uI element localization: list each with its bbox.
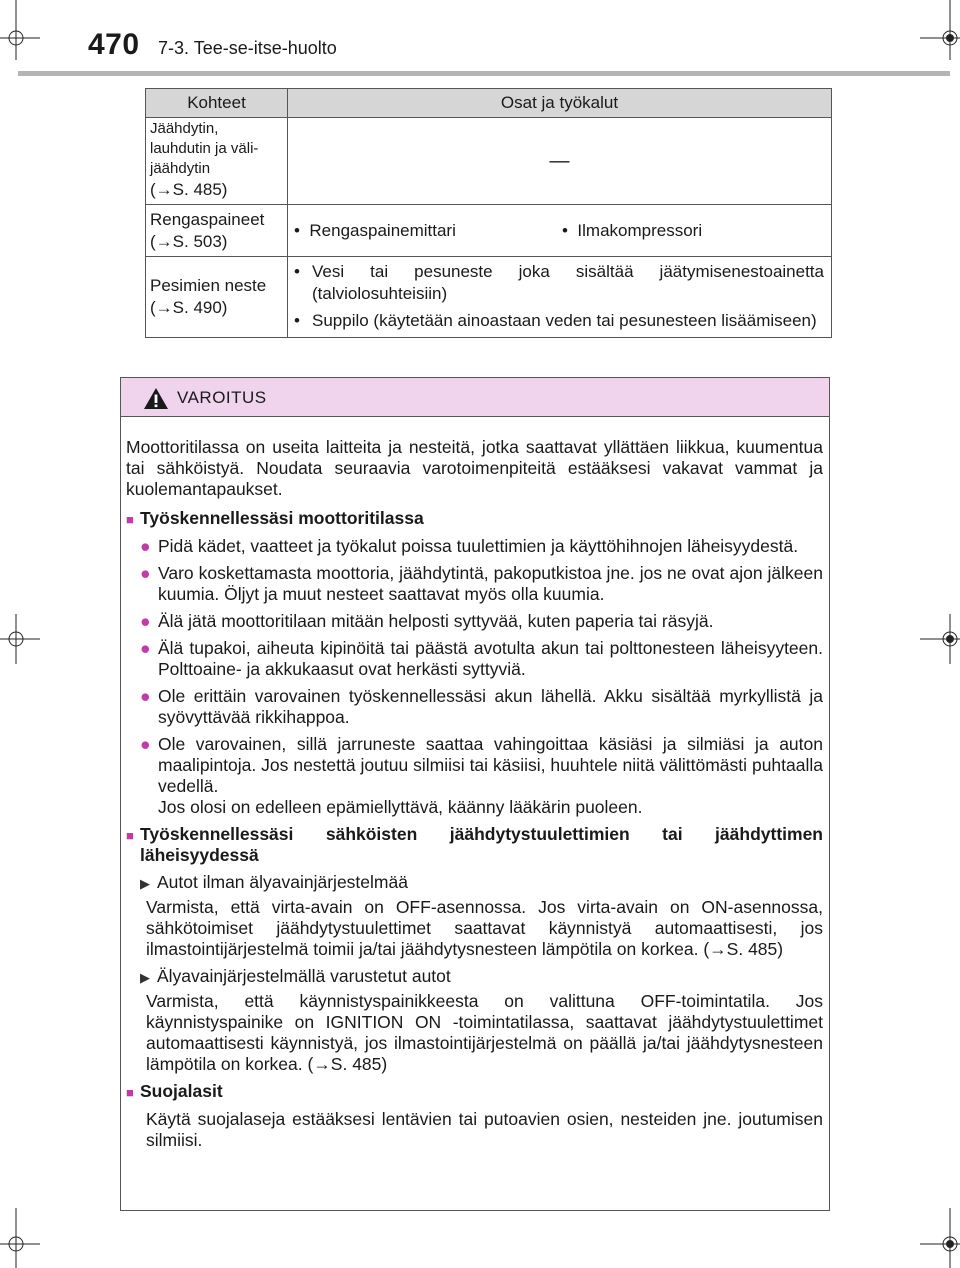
subsection-text: Varmista, että virta-avain on OFF-asennossa. Jos virta-avain on ON-asennossa, sähkötoimiset jäähdytystuulettimet saattavat käynnistyä automaattisesti, jos ilmastointijärjestelmä toimii ja/tai jäähdytysnesteen lämpötila on korkea. (→S. 485) <box>146 897 823 959</box>
item-line: jäähdytin <box>150 160 211 177</box>
subsection-title: ▶ Autot ilman älyavainjärjestelmää <box>140 872 408 892</box>
square-bullet-icon: ■ <box>126 1085 134 1100</box>
tool-item: • Ilmakompressori <box>562 220 703 240</box>
dot-bullet-icon: ● <box>140 536 151 556</box>
page-number: 470 <box>88 28 140 61</box>
warning-intro: Moottoritilassa on useita laitteita ja nesteitä, jotka saattavat yllättäen liikkua, kuumentua tai sähköistyä. Noudata seuraavia varotoimenpiteitä estääksesi vakavat vammat ja kuolemantapaukset. <box>126 437 823 499</box>
list-item <box>140 734 823 818</box>
subsection-title: ▶ Älyavainjärjestelmällä varustetut autot <box>140 966 451 986</box>
list-item-extra: Jos olosi on edelleen epämiellyttävä, käänny lääkärin puoleen. <box>158 797 643 817</box>
crop-mark-top-right <box>920 0 960 60</box>
section-text: Käytä suojalaseja estääksesi lentävien tai putoavien osien, nesteiden jne. joutumisen silmiisi. <box>146 1109 823 1150</box>
tool-item: • Rengaspainemittari <box>294 220 456 240</box>
section-heading: ■ Suojalasit <box>126 1081 223 1101</box>
dot-bullet-icon: ● <box>140 734 151 754</box>
section-heading: ■ Työskennellessäsi moottoritilassa <box>126 508 424 528</box>
tool-item: • Suppilo (käytetään ainoastaan veden tai pesunesteen lisäämiseen) <box>294 311 817 330</box>
tools-cell: — <box>288 118 832 205</box>
list-item: ● Ole erittäin varovainen työskennellessäsi akun lähellä. Akku sisältää myrkyllistä ja syövyttävää rikkihappoa. <box>140 686 823 727</box>
page-reference: (→S. 485) <box>150 180 228 199</box>
warning-triangle-icon <box>143 387 169 410</box>
section-heading: ■ Työskennellessäsi sähköisten jäähdytystuulettimien tai jäähdyttimen läheisyydessä <box>126 824 823 865</box>
page-reference: (→S. 503) <box>150 231 228 251</box>
warning-title: VAROITUS <box>177 388 267 407</box>
bullet-icon: • <box>294 262 300 281</box>
item-line: lauhdutin ja väli- <box>150 140 259 157</box>
list-item-text: Ole varovainen, sillä jarruneste saattaa vahingoittaa käsiäsi ja silmiäsi ja auton maalipintoja. Jos nestettä joutuu silmiisi tai käsiisi, huuhtele niitä välittömästi puhtaalla vedellä. <box>158 734 823 796</box>
dot-bullet-icon: ● <box>140 686 151 706</box>
item-line: Pesimien neste <box>150 276 267 295</box>
warning-header <box>121 378 829 417</box>
tools-table <box>145 88 832 338</box>
square-bullet-icon: ■ <box>126 512 134 527</box>
right-triangle-icon: ▶ <box>140 970 150 985</box>
table-row <box>146 205 832 257</box>
table-header-row <box>146 89 832 118</box>
dot-bullet-icon: ● <box>140 563 151 583</box>
dot-bullet-icon: ● <box>140 611 151 631</box>
dot-bullet-icon: ● <box>140 638 151 658</box>
list-item: ● Älä jätä moottoritilaan mitään helposti syttyvää, kuten paperia tai räsyjä. <box>140 611 714 631</box>
crop-mark-mid-right <box>920 614 960 664</box>
table-row <box>146 257 832 338</box>
item-cell <box>146 257 288 338</box>
list-item: ● Pidä kädet, vaatteet ja työkalut poissa tuulettimien ja käyttöhihnojen läheisyydestä. <box>140 536 799 556</box>
item-line: Jäähdytin, <box>150 120 219 137</box>
subsection-text: Varmista, että käynnistyspainikkeesta on valittuna OFF-toimintatila. Jos käynnistyspainike on IGNITION ON -toimintatilassa, saattavat jäähdytystuulettimet automaattisesti käynnistyä, jos ilmastointijärjestelmä on päällä ja/tai jäähdytysnesteen lämpötila on korkea. (→S. 485) <box>146 991 823 1074</box>
bullet-icon: • <box>294 311 300 330</box>
item-cell <box>146 205 288 257</box>
tool-label: Ilmakompressori <box>577 220 703 240</box>
item-cell <box>146 118 288 205</box>
warning-box <box>120 377 830 1211</box>
column-header-tools: Osat ja työkalut <box>288 89 832 118</box>
tools-cell <box>288 205 832 257</box>
tool-label: Rengaspainemittari <box>309 220 456 240</box>
tool-item: • Vesi tai pesuneste joka sisältää jäätymisenestoainetta (talviolosuhteisiin) <box>294 262 824 303</box>
header-rule <box>18 71 950 76</box>
crop-mark-bottom-left <box>0 1208 40 1268</box>
section-title: 7-3. Tee-se-itse-huolto <box>158 38 337 58</box>
crop-mark-top-left <box>0 0 40 60</box>
list-item: ● Varo koskettamasta moottoria, jäähdytintä, pakoputkistoa jne. jos ne ovat ajon jälkeen kuumia. Öljyt ja muut nesteet saattavat myös olla kuumia. <box>140 563 823 604</box>
column-header-items: Kohteet <box>146 89 288 118</box>
list-item: ● Älä tupakoi, aiheuta kipinöitä tai päästä avotulta akun tai polttonesteen läheisyyteen. Polttoaine- ja akkukaasut ovat herkästi syttyviä. <box>140 638 823 679</box>
item-line: Rengaspaineet <box>150 209 265 229</box>
tools-cell <box>288 257 832 338</box>
crop-mark-bottom-right <box>920 1208 960 1268</box>
page-reference: (→S. 490) <box>150 298 228 317</box>
square-bullet-icon: ■ <box>126 828 134 843</box>
warning-body <box>121 417 829 1151</box>
right-triangle-icon: ▶ <box>140 876 150 891</box>
crop-mark-mid-left <box>0 614 40 664</box>
table-row <box>146 118 832 205</box>
